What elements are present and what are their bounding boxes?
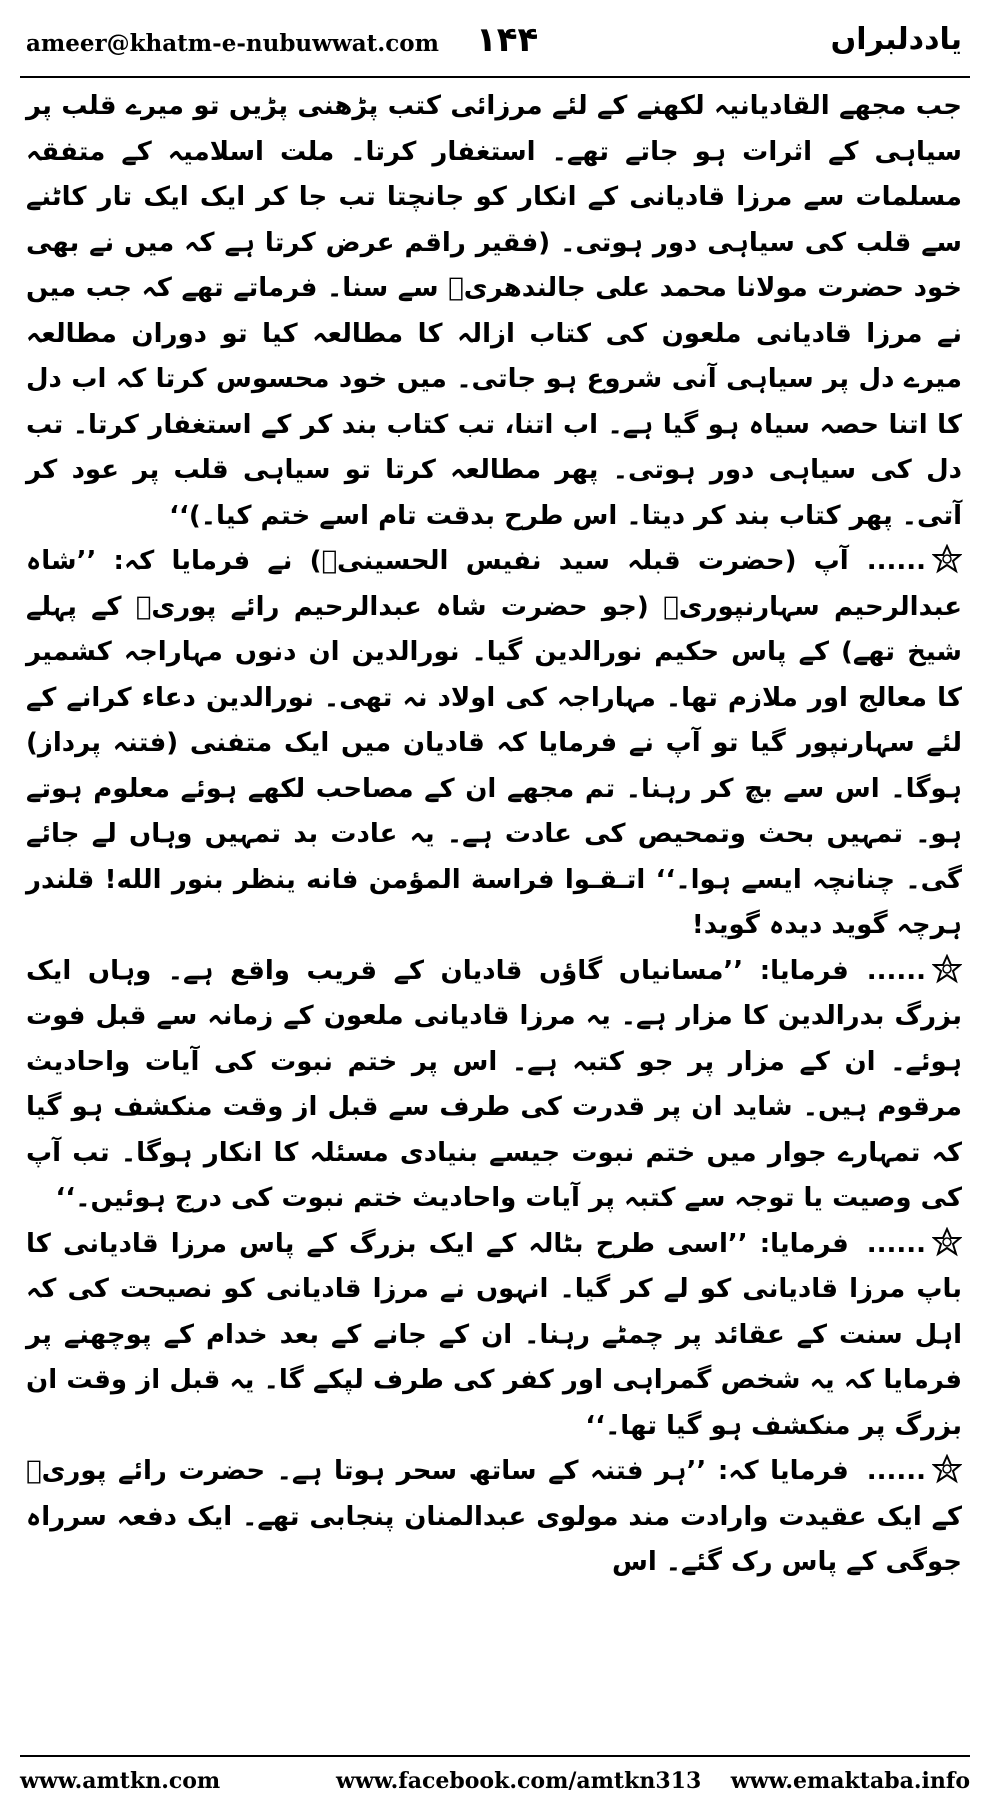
dots-leader: ...... [866, 546, 926, 576]
book-title: یاددلبراں [830, 22, 962, 57]
paragraph-1 [26, 84, 962, 539]
page-footer [20, 1768, 970, 1804]
paragraph-text: فرمایا: ’’مسانیاں گاؤں قادیان کے قریب واقع ہے۔ وہاں ایک بزرگ بدرالدین کا مزار ہے۔ یہ مرزا قادیانی ملعون کے زمانہ سے قبل فوت ہوئے۔ ان کے مزار پر جو کتبہ ہے۔ اس پر ختم نبوت کی آیات واحادیث مرقوم ہیں۔ شاید ان پر قدرت کی طرف سے قبل از وقت منکشف ہو گیا کہ تمہارے جوار میں ختم نبوت جیسے بنیادی مسئلہ کا انکار ہوگا۔ تب آپ کی وصیت یا توجہ سے کتبہ پر آیات واحادیث ختم نبوت کی درج ہوئیں۔‘‘ [26, 955, 962, 1213]
paragraph-text: جب مجھے القادیانیہ لکھنے کے لئے مرزائی کتب پڑھنی پڑیں تو میرے قلب پر سیاہی کے اثرات ہو جاتے تھے۔ استغفار کرتا۔ ملت اسلامیہ کے متفقہ مسلمات سے مرزا قادیانی کے انکار کو جانچتا تب جا کر ایک ایک تار کاٹنے سے قلب کی سیاہی دور ہوتی۔ (فقیر راقم عرض کرتا ہے کہ میں نے بھی خود حضرت مولانا محمد علی جالندھریؒ سے سنا۔ فرماتے تھے کہ جب میں نے مرزا قادیانی ملعون کی کتاب ازالہ کا مطالعہ کیا تو دوران مطالعہ میرے دل پر سیاہی آنی شروع ہو جاتی۔ میں خود محسوس کرتا کہ اب دل کا اتنا حصہ سیاہ ہو گیا ہے۔ اب اتنا، تب کتاب بند کر کے استغفار کرتا۔ تب دل کی سیاہی دور ہوتی۔ پھر مطالعہ کرتا تو سیاہی قلب پر عود کر آتی۔ پھر کتاب بند کر دیتا۔ اس طرح بدقت تام اسے ختم کیا۔)‘‘ [26, 91, 962, 531]
paragraph-3 [26, 949, 962, 1222]
paragraph-text: فرمایا کہ: ’’ہر فتنہ کے ساتھ سحر ہوتا ہے۔ حضرت رائے پوریؒ کے ایک عقیدت وارادت مند مولوی عبدالمنان پنجابی تھے۔ ایک دفعہ سرراہ جوگی کے پاس رک گئے۔ اس [26, 1456, 962, 1577]
star-ornament-icon [932, 1454, 962, 1484]
star-ornament-icon [932, 544, 962, 574]
paragraph-5 [26, 1449, 962, 1586]
footer-link-emaktaba[interactable]: www.emaktaba.info [730, 1768, 970, 1794]
star-ornament-icon [932, 954, 962, 984]
paragraph-4 [26, 1222, 962, 1450]
footer-link-facebook[interactable]: www.facebook.com/amtkn313 [336, 1768, 702, 1794]
paragraph-2 [26, 539, 962, 949]
page-header [26, 18, 962, 70]
dots-leader: ...... [866, 1228, 926, 1259]
paragraph-text: آپ (حضرت قبلہ سید نفیس الحسینیؒ) نے فرمایا کہ: ’’شاہ عبدالرحیم سہارنپوریؒ (جو حضرت شاہ عبدالرحیم رائے پوریؒ کے پہلے شیخ تھے) کے پاس حکیم نورالدین گیا۔ نورالدین ان دنوں مہاراجہ کشمیر کا معالج اور ملازم تھا۔ مہاراجہ کی اولاد نہ تھی۔ نورالدین دعاء کرانے کے لئے سہارنپور گیا تو آپ نے فرمایا کہ قادیان میں ایک متفنی (فتنہ پرداز) ہوگا۔ اس سے بچ کر رہنا۔ تم مجھے ان کے مصاحب لکھے ہوئے معلوم ہوتے ہو۔ تمہیں بحث وتمحیص کی عادت ہے۔ یہ عادت بد تمہیں وہاں لے جائے گی۔ چنانچہ ایسے ہوا۔‘‘ اتـقـوا فراسة المؤمن فانه ينظر بنور الله! قلندر ہرچہ گوید دیدہ گوید! [26, 546, 962, 940]
page-number: ۱۴۴ [476, 20, 539, 60]
dots-leader: ...... [866, 955, 926, 986]
dots-leader: ...... [866, 1456, 926, 1486]
header-rule [20, 76, 970, 78]
star-ornament-icon [932, 1227, 962, 1257]
footer-rule [20, 1755, 970, 1757]
footer-link-amtkn[interactable]: www.amtkn.com [20, 1768, 221, 1794]
page-body [26, 84, 962, 1586]
header-email[interactable]: ameer@khatm-e-nubuwwat.com [26, 30, 439, 57]
paragraph-text: فرمایا: ’’اسی طرح بٹالہ کے ایک بزرگ کے پاس مرزا قادیانی کا باپ مرزا قادیانی کو لے کر گیا۔ انہوں نے مرزا قادیانی کو نصیحت کی کہ اہل سنت کے عقائد پر چمٹے رہنا۔ ان کے جانے کے بعد خدام کے پوچھنے پر فرمایا کہ یہ شخص گمراہی اور کفر کی طرف لپکے گا۔ یہ قبل از وقت ان بزرگ پر منکشف ہو گیا تھا۔‘‘ [26, 1228, 962, 1441]
